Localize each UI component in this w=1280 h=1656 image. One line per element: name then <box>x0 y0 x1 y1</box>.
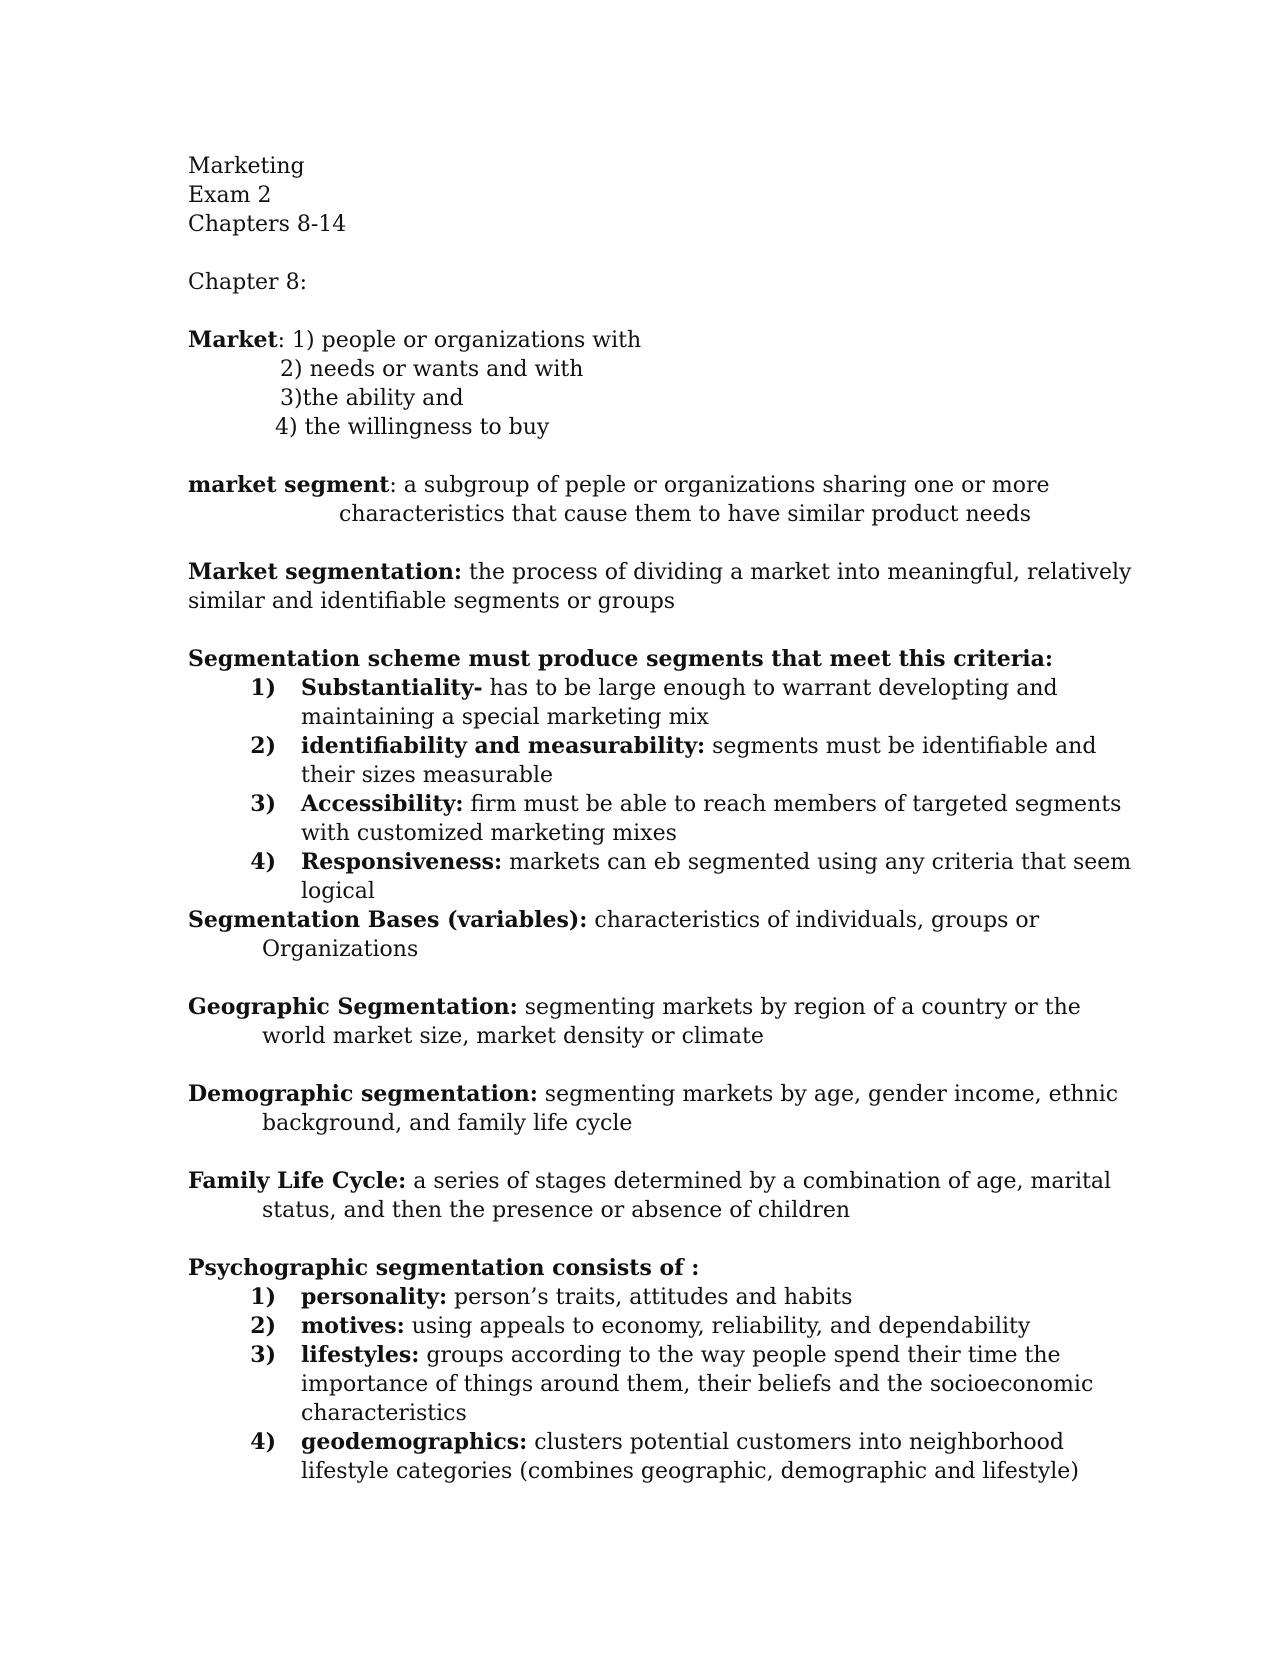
family-life-cycle-text: a series of stages determined by a combination of age, marital <box>406 1169 1111 1194</box>
psychographic-term-2: motives: <box>301 1313 405 1339</box>
psychographic-number-2: 2) <box>250 1313 276 1339</box>
market-segmentation-term: Market segmentation: <box>188 559 463 585</box>
criteria-term-3: Accessibility: <box>301 791 464 817</box>
criteria-item-3-line-1 <box>301 790 1121 819</box>
criteria-text-4: markets can eb segmented using any criteria that seem <box>502 850 1132 875</box>
criteria-number-3: 3) <box>250 791 276 817</box>
criteria-item-1-line-1 <box>301 674 1058 703</box>
criteria-heading: Segmentation scheme must produce segments that meet this criteria: <box>188 646 1054 672</box>
market-segment-text: : a subgroup of peple or organizations sharing one or more <box>389 473 1050 498</box>
criteria-item-4-line-2: logical <box>301 879 375 904</box>
psychographic-item-3-line-1 <box>301 1341 1061 1370</box>
psychographic-item-2-line-1 <box>301 1312 1030 1341</box>
market-item-1: 1) people or organizations with <box>292 328 642 353</box>
market-segment-line-1 <box>188 471 1050 500</box>
family-life-cycle-line-1 <box>188 1167 1111 1196</box>
psychographic-item-3-line-3: characteristics <box>301 1401 467 1426</box>
market-item-4: 4) the willingness to buy <box>275 415 550 440</box>
family-life-cycle-term: Family Life Cycle: <box>188 1168 407 1194</box>
course-title: Marketing <box>188 154 305 179</box>
criteria-text-3: firm must be able to reach members of targeted segments <box>463 792 1122 817</box>
demographic-term: Demographic segmentation: <box>188 1081 538 1107</box>
psychographic-item-4-line-2: lifestyle categories (combines geographic, demographic and lifestyle) <box>301 1459 1079 1484</box>
psychographic-text-2: using appeals to economy, reliability, and dependability <box>404 1314 1031 1339</box>
psychographic-item-4-line-1 <box>301 1428 1064 1457</box>
bases-text: characteristics of individuals, groups or <box>587 908 1040 933</box>
criteria-item-3-line-2: with customized marketing mixes <box>301 821 677 846</box>
geographic-text: segmenting markets by region of a country or the <box>517 995 1081 1020</box>
market-segmentation-line-1 <box>188 558 1131 587</box>
market-segment-term: market segment <box>188 472 390 498</box>
geographic-line-2: world market size, market density or climate <box>262 1024 764 1049</box>
market-colon: : <box>277 328 286 353</box>
criteria-number-1: 1) <box>250 675 276 701</box>
bases-term: Segmentation Bases (variables): <box>188 907 588 933</box>
criteria-number-2: 2) <box>250 733 276 759</box>
bases-line-2: Organizations <box>262 937 419 962</box>
geographic-line-1 <box>188 993 1081 1022</box>
family-life-cycle-line-2: status, and then the presence or absence of children <box>262 1198 851 1223</box>
psychographic-text-1: person’s traits, attitudes and habits <box>447 1285 853 1310</box>
psychographic-item-1-line-1 <box>301 1283 852 1312</box>
exam-title: Exam 2 <box>188 183 272 208</box>
psychographic-number-4: 4) <box>250 1429 276 1455</box>
psychographic-number-1: 1) <box>250 1284 276 1310</box>
market-segment-line-2: characteristics that cause them to have similar product needs <box>339 502 1032 527</box>
criteria-item-2-line-1 <box>301 732 1096 761</box>
criteria-term-2: identifiability and measurability: <box>301 733 706 759</box>
market-item-2: 2) needs or wants and with <box>280 357 584 382</box>
psychographic-term-1: personality: <box>301 1284 448 1310</box>
psychographic-term-4: geodemographics: <box>301 1429 528 1455</box>
demographic-line-2: background, and family life cycle <box>262 1111 633 1136</box>
psychographic-number-3: 3) <box>250 1342 276 1368</box>
psychographic-heading: Psychographic segmentation consists of : <box>188 1255 700 1281</box>
criteria-number-4: 4) <box>250 849 276 875</box>
criteria-text-2: segments must be identifiable and <box>705 734 1097 759</box>
market-segmentation-text: the process of dividing a market into meaningful, relatively <box>462 560 1132 585</box>
market-item-3: 3)the ability and <box>280 386 464 411</box>
geographic-term: Geographic Segmentation: <box>188 994 518 1020</box>
psychographic-term-3: lifestyles: <box>301 1342 420 1368</box>
market-segmentation-line-2: similar and identifiable segments or groups <box>188 589 676 614</box>
psychographic-text-3: groups according to the way people spend their time the <box>419 1343 1061 1368</box>
market-definition-line-1 <box>188 326 641 355</box>
market-term: Market <box>188 327 278 353</box>
chapter-heading: Chapter 8: <box>188 270 307 295</box>
psychographic-item-3-line-2: importance of things around them, their beliefs and the socioeconomic <box>301 1372 1094 1397</box>
criteria-item-4-line-1 <box>301 848 1131 877</box>
criteria-item-2-line-2: their sizes measurable <box>301 763 554 788</box>
chapters-range: Chapters 8-14 <box>188 212 347 237</box>
criteria-text-1: has to be large enough to warrant developting and <box>482 676 1058 701</box>
demographic-line-1 <box>188 1080 1118 1109</box>
bases-line-1 <box>188 906 1039 935</box>
criteria-term-1: Substantiality- <box>301 675 483 701</box>
criteria-term-4: Responsiveness: <box>301 849 503 875</box>
demographic-text: segmenting markets by age, gender income, ethnic <box>537 1082 1119 1107</box>
psychographic-text-4: clusters potential customers into neighborhood <box>527 1430 1065 1455</box>
criteria-item-1-line-2: maintaining a special marketing mix <box>301 705 709 730</box>
